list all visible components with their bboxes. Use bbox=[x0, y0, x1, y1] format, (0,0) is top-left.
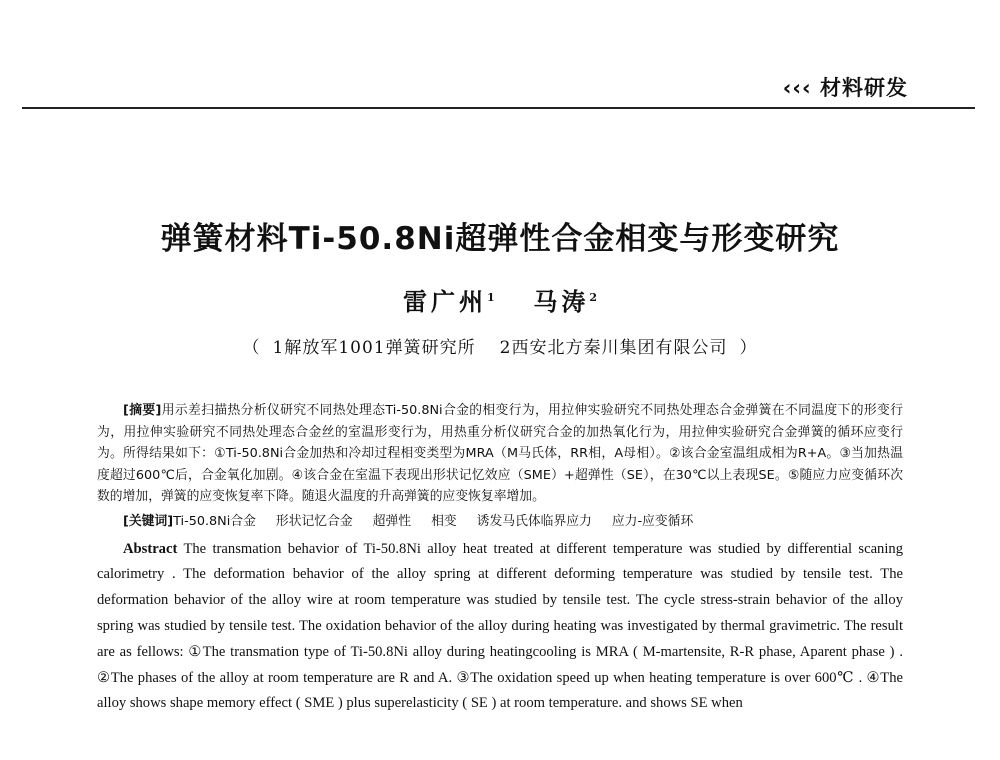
keyword: 应力-应变循环 bbox=[611, 513, 694, 529]
abstract-en-text: The transmation behavior of Ti-50.8Ni alloy heat treated at different temperature was studied by differential scaning calorimetry . The deformation behavior of the alloy spring at different deforming temperature was studied by tensile test. The deformation behavior of the alloy wire at room temperature was studied by tensile test. The cycle stress-strain behavior of the alloy spring was studied by tensile test. The oxidation behavior of the alloy during heating was investigated by thermal gravimetric. The result are as fellows: ①The transmation type of Ti-50.8Ni alloy during heatingcooling is MRA ( M-martensite, R-R phase, Aparent phase ) . ②The phases of the alloy at room temperature are R and A. ③The oxidation speed up when heating temperature is over 600℃ . ④The alloy shows shape memory effect ( SME ) plus superelasticity ( SE ) at room temperature. and shows SE when bbox=[97, 540, 903, 712]
keyword: Ti-50.8Ni合金 bbox=[173, 513, 256, 529]
affiliations bbox=[0, 333, 1000, 358]
abstract-cn bbox=[97, 400, 903, 508]
header-section-tag: ‹‹‹ 材料研发 bbox=[782, 76, 908, 100]
author-list bbox=[0, 282, 1000, 317]
keyword: 超弹性 bbox=[372, 513, 412, 529]
abstract-en bbox=[97, 537, 903, 718]
author-affil-mark: 1 bbox=[486, 291, 495, 304]
keyword: 诱发马氏体临界应力 bbox=[476, 513, 592, 529]
abstract-cn-text: 用示差扫描热分析仪研究不同热处理态Ti-50.8Ni合金的相变行为，用拉伸实验研究不同热处理态合金弹簧在不同温度下的形变行为，用拉伸实验研究不同热处理态合金丝的室温形变行为，用热重分析仪研究合金的加热氧化行为，用拉伸实验研究合金弹簧的循环应变行为。所得结果如下：①Ti-50.8Ni合金加热和冷却过程相变类型为MRA（M马氏体，RR相，A母相）。②该合金室温组成相为R+A。③当加热温度超过600℃后，合金氧化加剧。④该合金在室温下表现出形状记忆效应（SME）+超弹性（SE），在30℃以上表现SE。⑤随应力应变循环次数的增加，弹簧的应变恢复率下降。随退火温度的升高弹簧的应变恢复率增加。 bbox=[97, 403, 904, 505]
article-body bbox=[97, 400, 903, 717]
keywords-label: [关键词] bbox=[123, 513, 174, 529]
keywords bbox=[97, 511, 903, 533]
author-affil-mark: 2 bbox=[589, 291, 598, 304]
author-name: 雷广州 bbox=[402, 287, 487, 316]
affiliation-2: 2西安北方秦川集团有限公司 bbox=[499, 338, 728, 358]
affil-close-paren: ） bbox=[739, 338, 758, 358]
author-name: 马涛 bbox=[533, 287, 590, 316]
abstract-cn-label: [摘要] bbox=[123, 403, 162, 418]
article-title: 弹簧材料Ti-50.8Ni超弹性合金相变与形变研究 bbox=[160, 221, 840, 257]
abstract-en-label: Abstract bbox=[123, 540, 178, 557]
affil-open-paren: （ bbox=[242, 338, 261, 358]
affiliation-1: 1解放军1001弹簧研究所 bbox=[272, 338, 476, 358]
keyword: 形状记忆合金 bbox=[275, 513, 353, 529]
header-rule bbox=[22, 107, 975, 109]
keyword: 相变 bbox=[431, 513, 457, 529]
